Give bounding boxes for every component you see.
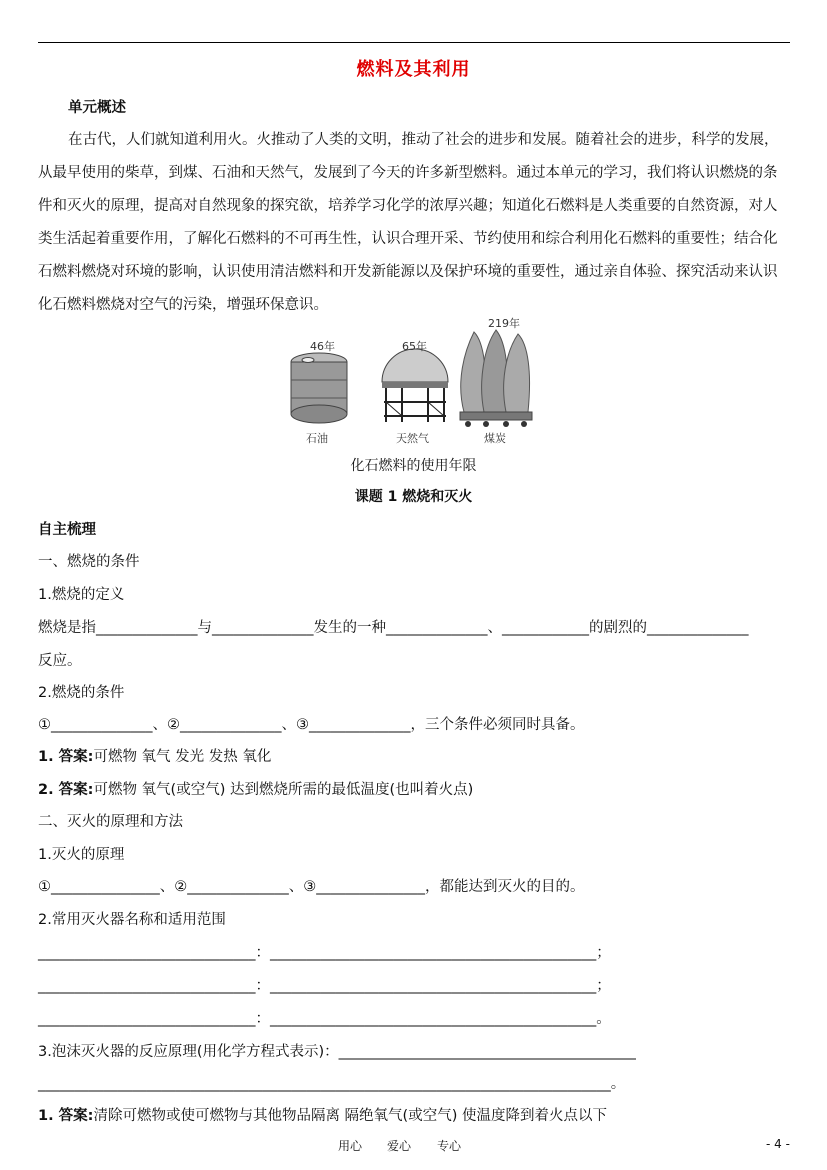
answer-label: 1. 答案: [38,1108,94,1124]
section-heading: 自主梳理 [38,522,96,538]
content-line: _______________________________________________________________________________。 [38,1076,626,1092]
content-line: ①_______________、②______________、③_______________，都能达到灭火的目的。 [38,879,585,895]
answer-3 [38,1104,607,1125]
coal-pile-icon [460,330,532,427]
content-line: 1.灭火的原理 [38,847,125,863]
overview-line: 件和灭火的原理，提高对自然现象的探究欲，培养学习化学的浓厚兴趣；知道化石燃料是人类重要的自然资源，对人 [38,198,778,214]
overview-line: 化石燃料燃烧对空气的污染，增强环保意识。 [38,297,328,313]
overview-line: 石燃料燃烧对环境的影响，认识使用清洁燃料和开发新能源以及保护环境的重要性，通过亲自体验、探究活动来认识 [38,264,778,280]
answer-2 [38,778,473,799]
answer-text: 可燃物 氧气 发光 发热 氧化 [93,749,272,765]
lesson-title: 课题 1 燃烧和灭火 [354,489,473,505]
answer-text: 清除可燃物或使可燃物与其他物品隔离 隔绝氧气(或空气) 使温度降到着火点以下 [93,1108,607,1124]
coal-label: 煤炭 [484,432,506,445]
page-title: 燃料及其利用 [356,59,471,80]
oil-years-label: 46年 [310,340,335,353]
overview-heading: 单元概述 [68,100,126,116]
footer-item: 爱心 [387,1139,412,1153]
content-line: 2.常用灭火器名称和适用范围 [38,912,226,928]
header-rule [38,42,790,43]
content-line: ______________________________：_____________________________________________； [38,945,611,961]
content-line: ①______________、②______________、③______________，三个条件必须同时具备。 [38,717,585,733]
gas-years-label: 65年 [402,340,427,353]
oil-barrel-icon [291,353,347,423]
content-line: 1.燃烧的定义 [38,587,125,603]
overview-line: 在古代，人们就知道利用火。火推动了人类的文明，推动了社会的进步和发展。随着社会的进步，科学的发展， [68,132,779,148]
coal-years-label: 219年 [488,317,520,330]
content-line: ______________________________：_____________________________________________； [38,978,611,994]
answer-label: 2. 答案: [38,782,94,798]
fossil-fuel-illustration [284,312,544,444]
oil-label: 石油 [306,432,328,445]
answer-label: 1. 答案: [38,749,94,765]
gas-tank-icon [382,349,448,422]
content-line: 燃烧是指______________与______________发生的一种______________、____________的剧烈的______________ [38,620,749,636]
answer-1 [38,745,271,766]
footer-item: 用心 [338,1139,363,1153]
content-line: 反应。 [38,653,82,669]
overview-line: 从最早使用的柴草，到煤、石油和天然气，发展到了今天的许多新型燃料。通过本单元的学习，我们将认识燃烧的条 [38,165,778,181]
footer-item: 专心 [437,1139,462,1153]
page-number: - 4 - [766,1137,790,1151]
content-line: 一、燃烧的条件 [38,554,140,570]
content-line: 2.燃烧的条件 [38,685,125,701]
content-line: ______________________________：_____________________________________________。 [38,1011,611,1027]
fossil-fuel-figure [284,312,544,444]
content-line: 3.泡沫灭火器的反应原理(用化学方程式表示)：_________________________________________ [38,1044,636,1060]
gas-label: 天然气 [396,432,429,445]
overview-line: 类生活起着重要作用，了解化石燃料的不可再生性，认识合理开采、节约使用和综合利用化石燃料的重要性；结合化 [38,231,778,247]
answer-text: 可燃物 氧气(或空气) 达到燃烧所需的最低温度(也叫着火点) [93,782,474,798]
content-line: 二、灭火的原理和方法 [38,814,183,830]
figure-caption: 化石燃料的使用年限 [350,458,477,474]
